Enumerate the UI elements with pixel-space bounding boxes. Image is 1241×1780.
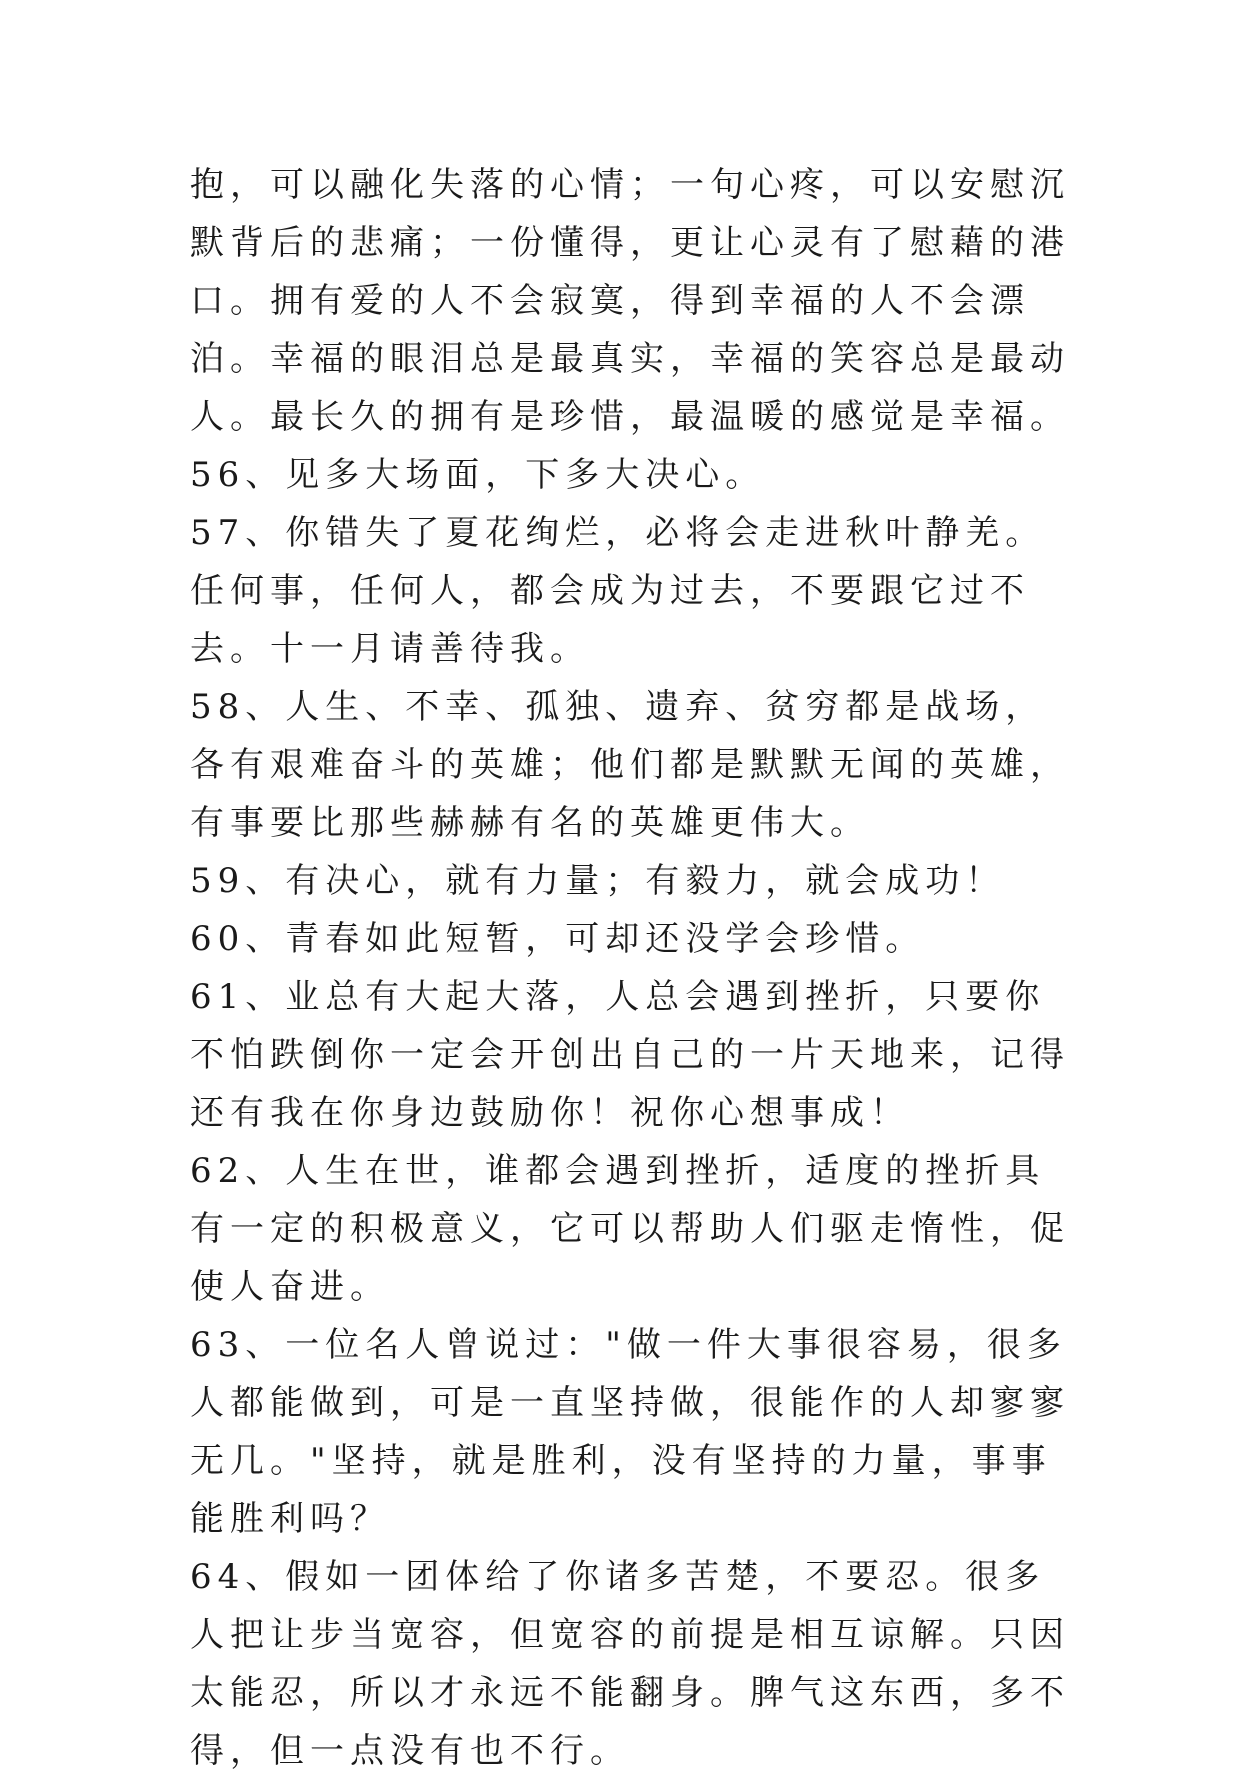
document-body <box>190 156 1070 1780</box>
paragraph-60: 60、青春如此短暂，可却还没学会珍惜。 <box>190 919 926 959</box>
paragraph-64: 64、假如一团体给了你诸多苦楚，不要忍。很多人把让步当宽容，但宽容的前提是相互谅解。只因太能忍，所以才永远不能翻身。脾气这东西，多不得，但一点没有也不行。 <box>190 1557 1070 1771</box>
paragraph-62: 62、人生在世，谁都会遇到挫折，适度的挫折具有一定的积极意义，它可以帮助人们驱走惰性，促使人奋进。 <box>190 1151 1070 1307</box>
paragraph-56: 56、见多大场面，下多大决心。 <box>190 455 766 495</box>
paragraph-57: 57、你错失了夏花绚烂，必将会走进秋叶静羌。任何事，任何人，都会成为过去，不要跟它过不去。十一月请善待我。 <box>190 513 1046 669</box>
paragraph-continuation: 抱，可以融化失落的心情；一句心疼，可以安慰沉默背后的悲痛；一份懂得，更让心灵有了慰藉的港口。拥有爱的人不会寂寞，得到幸福的人不会漂泊。幸福的眼泪总是最真实，幸福的笑容总是最动人。最长久的拥有是珍惜，最温暖的感觉是幸福。 <box>190 165 1070 437</box>
paragraph-61: 61、业总有大起大落，人总会遇到挫折，只要你不怕跌倒你一定会开创出自己的一片天地来，记得还有我在你身边鼓励你！祝你心想事成！ <box>190 977 1070 1133</box>
paragraph-59: 59、有决心，就有力量；有毅力，就会成功！ <box>190 861 1006 901</box>
paragraph-63: 63、一位名人曾说过："做一件大事很容易，很多人都能做到，可是一直坚持做，很能作的人却寥寥无几。"坚持，就是胜利，没有坚持的力量，事事能胜利吗？ <box>190 1325 1070 1539</box>
paragraph-58: 58、人生、不幸、孤独、遗弃、贫穷都是战场，各有艰难奋斗的英雄；他们都是默默无闻的英雄，有事要比那些赫赫有名的英雄更伟大。 <box>190 687 1070 843</box>
